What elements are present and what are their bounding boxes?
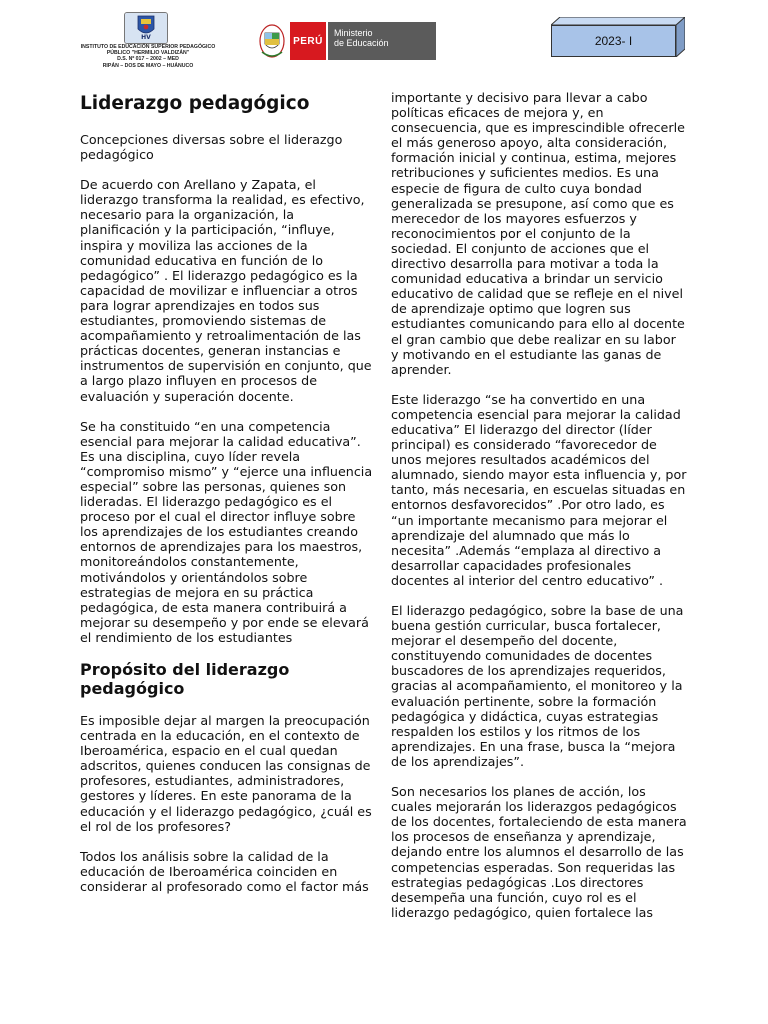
institute-line: INSTITUTO DE EDUCACIÓN SUPERIOR PEDAGÓGICO (80, 44, 216, 50)
institute-line: RIPÁN – DOS DE MAYO – HUÁNUCO (102, 62, 194, 69)
section-heading: Propósito del liderazgo pedagógico (80, 660, 290, 698)
paragraph: Este liderazgo “se ha convertido en una competencia esencial para mejorar la calidad educativa” El liderazgo del director (líder principal) es considerado “favorecedor de unos mejores resultados académicos del alumnado, siendo mayor esta influencia y, por tanto, más necesaria, en escuelas situadas en entornos desfavorecidos” .Por otro lado, es “un importante mecanismo para mejorar el aprendizaje del alumnado que más lo necesita” .Además “emplaza al directivo a desarrollar capacidades profesionales docentes al interior del centro educativo” . (391, 391, 687, 588)
institute-logo (124, 12, 168, 44)
paragraph: De acuerdo con Arellano y Zapata, el liderazgo transforma la realidad, es efectivo, necesario para la organización, la planificación y la participación, “influye, inspira y moviliza las acciones de la comunidad educativa en función de lo pedagógico” . El liderazgo pedagógico es la capacidad de movilizar e influenciar a otros para lograr aprendizajes en todos sus estudiantes, promoviendo sistemas de acompañamiento y retroalimentación de las prácticas docentes, generan instancias e instrumentos de supervisión en conjunto, que a largo plazo influyen en procesos de evaluación y superación docente. (80, 177, 372, 404)
paragraph: Todos los análisis sobre la calidad de la educación de Iberoamérica coinciden en considerar al profesorado como el factor más (80, 848, 369, 894)
institute-logo-label: HV (141, 34, 151, 41)
paragraph: Es imposible dejar al margen la preocupación centrada en la educación, en el contexto de Iberoamérica, espacio en el cual quedan adscritos, quienes conducen las consignas de profesores, estudiantes, administradores, gestores y líderes. En este panorama de la educación y el liderazgo pedagógico, ¿cuál es el rol de los profesores? (80, 713, 372, 834)
institute-name-block (78, 44, 218, 69)
term-box-3d-top (551, 17, 685, 26)
term-label: 2023- I (551, 25, 676, 57)
ministry-line-1: Ministerio (334, 28, 373, 38)
paragraph: El liderazgo pedagógico, sobre la base de una buena gestión curricular, busca fortalecer, mejorar el desempeño del docente, constituyendo comunidades de docentes buscadores de los aprendizajes requeridos, gracias al acompañamiento, el monitoreo y la evaluación pertinente, sobre la formación pedagógica y didáctica, cuyas estrategias respalden los estilos y los ritmos de los aprendizajes. En una frase, busca la “mejora de los aprendizajes”. (391, 603, 684, 769)
left-column (80, 90, 376, 909)
institute-line: D.S. Nº 017 – 2002 – MED (117, 56, 179, 63)
paragraph: Se ha constituido “en una competencia esencial para mejorar la calidad educativa”. Es una disciplina, cuyo líder revela “compromiso mismo” y “ejerce una influencia especial” sobre las personas, quienes son lideradas. El liderazgo pedagógico es el proceso por el cual el director influye sobre los aprendizajes de los estudiantes creando entornos de aprendizajes para los maestros, monitoreándolos constantemente, motivándolos y orientándolos sobre estrategias de mejora en su práctica pedagógica, de esta manera contribuirá a mejorar su desempeño y por ende se elevará el rendimiento de los estudiantes (80, 418, 373, 645)
peru-label: PERÚ (290, 22, 326, 60)
ministry-logo (328, 22, 436, 60)
page-title: Liderazgo pedagógico (80, 93, 310, 114)
paragraph: Son necesarios los planes de acción, los cuales mejorarán los liderazgos pedagógicos de los docentes, fortaleciendo de esta manera los procesos de enseñanza y aprendizaje, dejando entre los alumnos el desarrollo de las competencias esperadas. Son requeridas las estrategias pedagógicas .Los directores desempeña una función, cuyo rol es el liderazgo pedagógico, quien fortalece las (391, 784, 687, 920)
paragraph: importante y decisivo para llevar a cabo políticas eficaces de mejora y, en consecuencia, que es imprescindible ofrecerle el más generoso apoyo, alta consideración, formación inicial y continua, estima, mejores retribuciones y suficientes medios. Es una especie de figura de culto cuya bondad generalizada se presupone, así como que es merecedor de los mayores esfuerzos y reconocimientos por el conjunto de la sociedad. El conjunto de acciones que el directivo desarrolla para motivar a toda la comunidad educativa a brindar un servicio educativo de calidad que se refleje en el nivel de aprendizaje optimo que logren sus estudiantes comunicando para ello al docente el gran cambio que debe realizar en su labor y motivando en el estudiante las ganas de aprender. (391, 90, 685, 377)
institute-line: PÚBLICO "HERMILIO VALDIZÁN" (106, 50, 190, 57)
right-column (391, 90, 687, 935)
ministry-line-2: de Educación (334, 38, 389, 48)
section-subtitle: Concepciones diversas sobre el liderazgo pedagógico (80, 132, 343, 163)
peru-coat-of-arms-icon (258, 22, 286, 60)
